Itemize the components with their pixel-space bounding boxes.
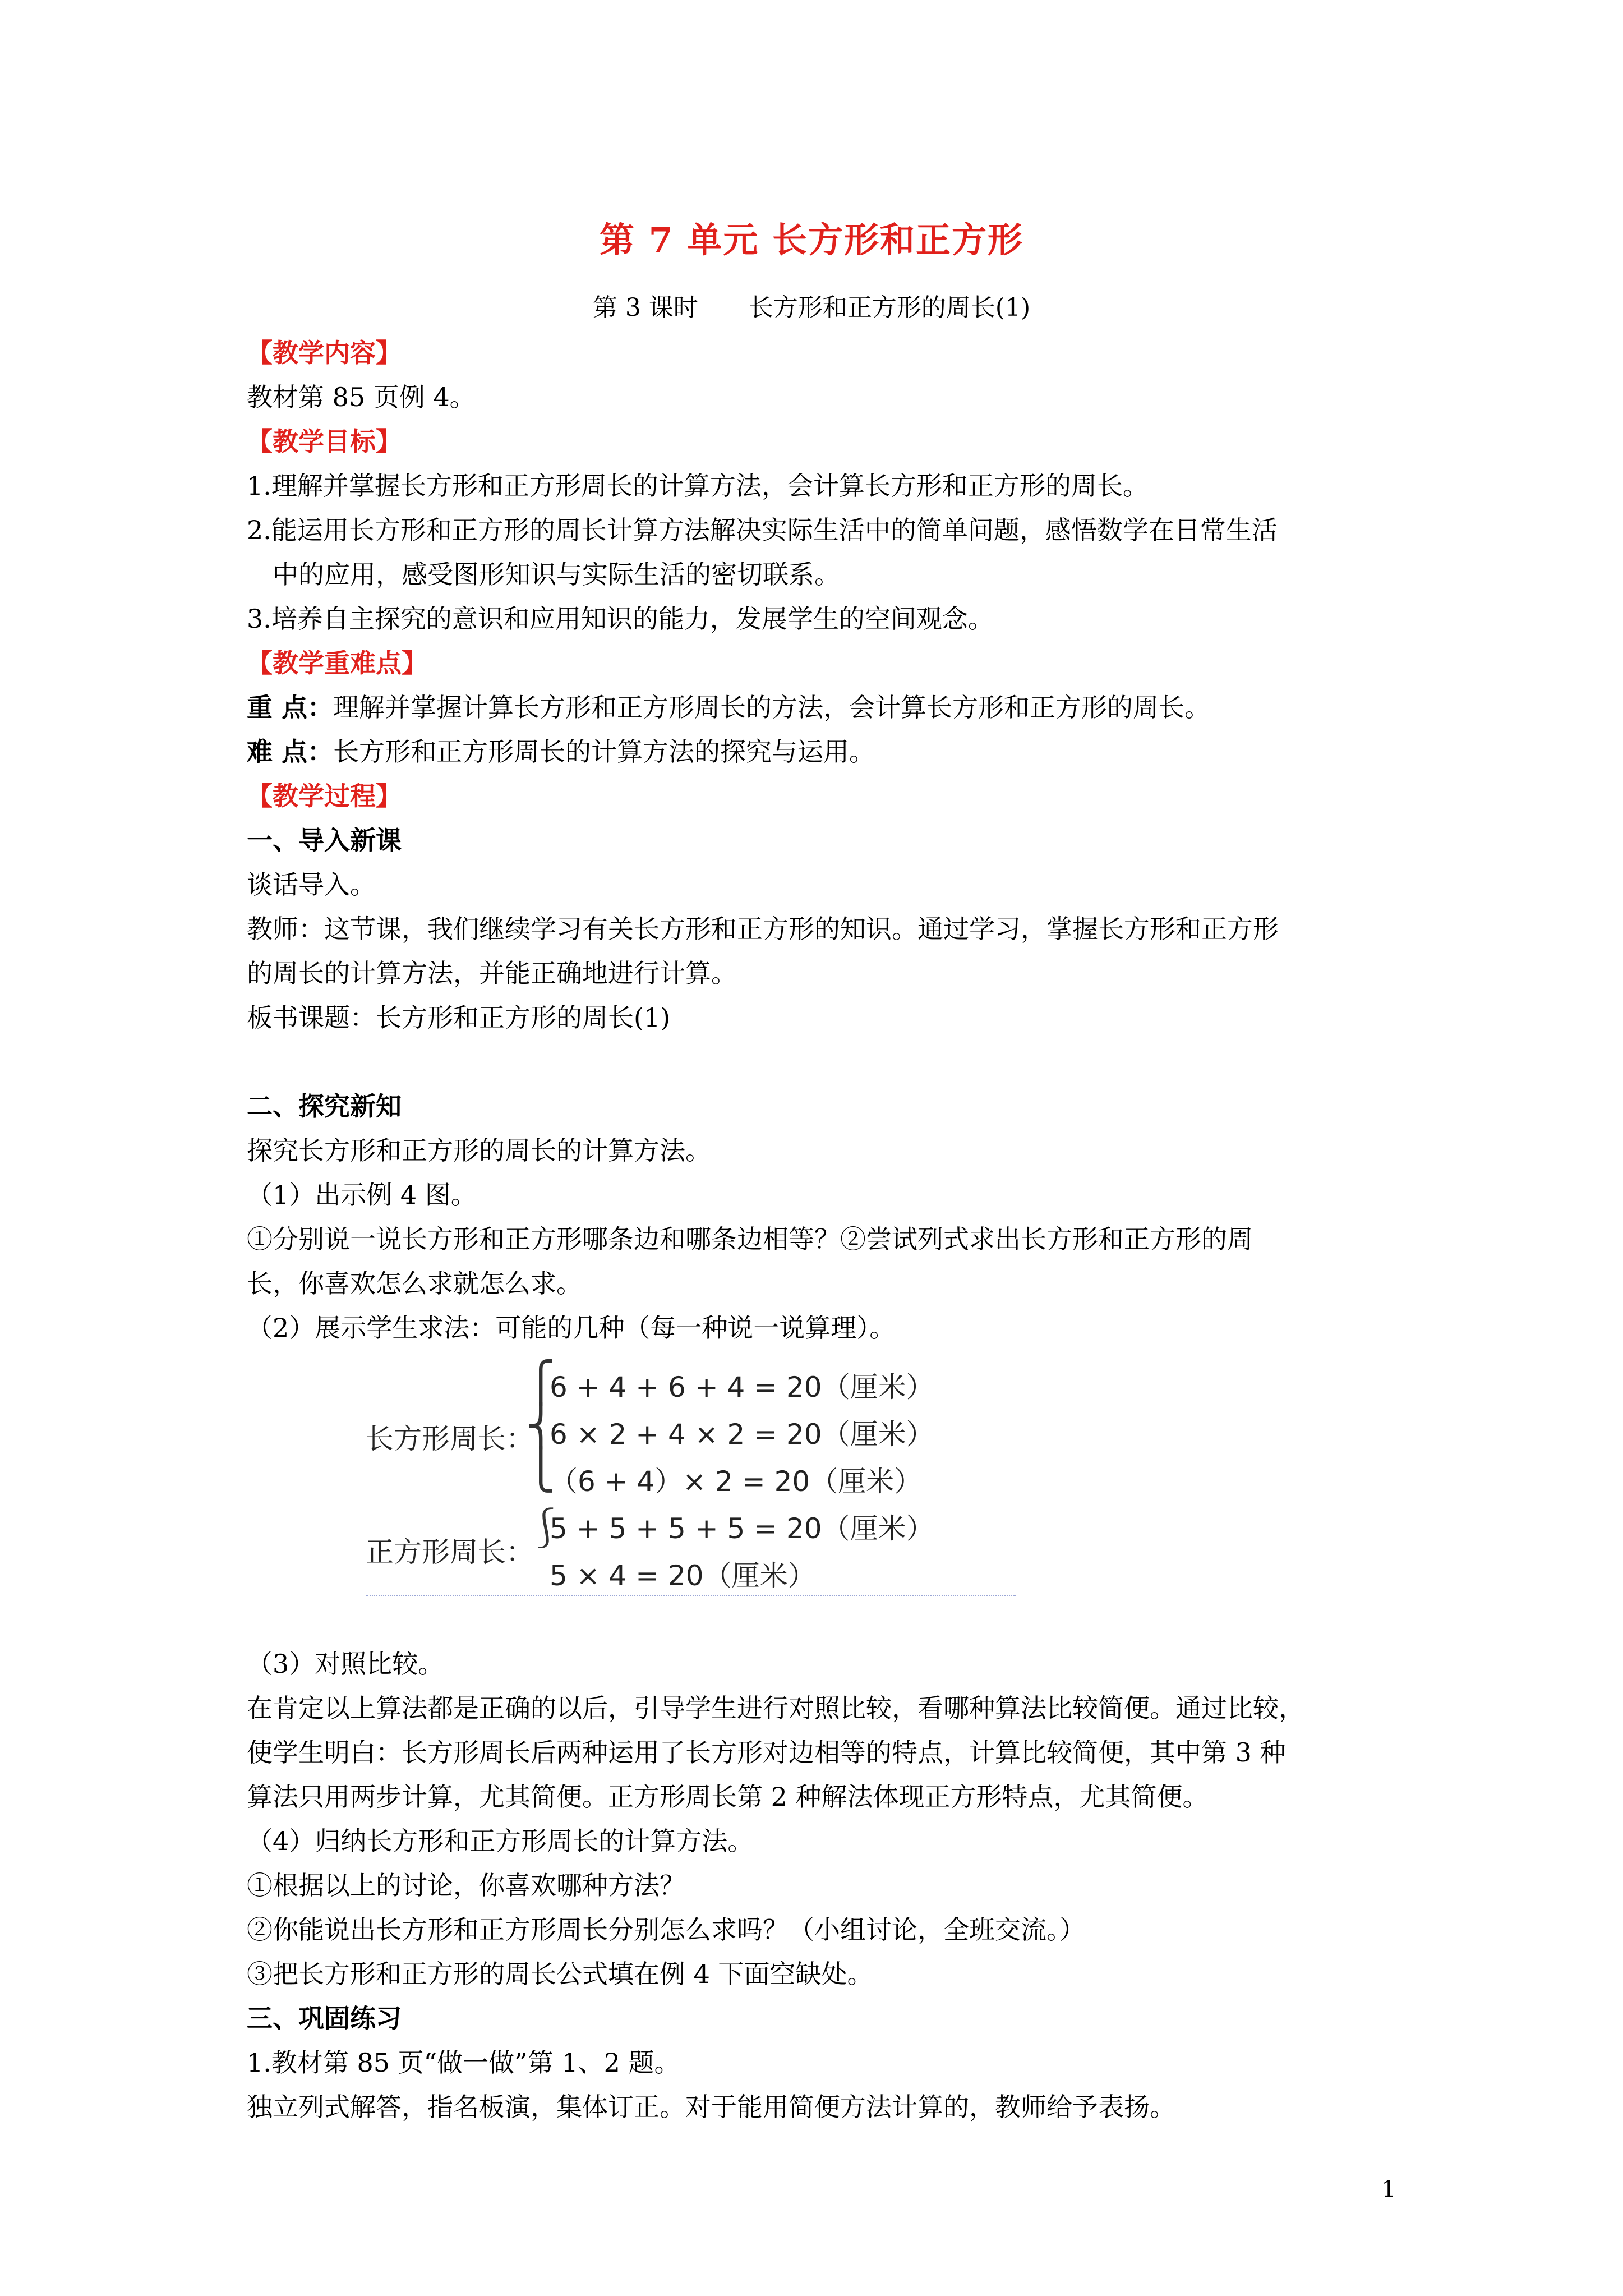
paragraph: ①根据以上的讨论，你喜欢哪种方法？ — [247, 1870, 685, 1901]
part-heading-explore: 二、探究新知 — [247, 1091, 402, 1121]
section-heading-content: 【教学内容】 — [247, 338, 402, 368]
part-heading-practice: 三、巩固练习 — [247, 2003, 402, 2033]
square-formula: 5 + 5 + 5 + 5 = 20（厘米） — [550, 1512, 934, 1545]
difficult-point-text: 长方形和正方形周长的计算方法的探究与运用。 — [333, 737, 875, 767]
part-heading-intro: 一、导入新课 — [247, 825, 402, 855]
perimeter-formulas-figure — [247, 1350, 1391, 1642]
paragraph: 的周长的计算方法，并能正确地进行计算。 — [247, 958, 737, 988]
lesson-subtitle — [0, 287, 1623, 323]
paragraph: ①分别说一说长方形和正方形哪条边和哪条边相等？②尝试列式求出长方形和正方形的周 — [247, 1224, 1253, 1254]
paragraph: 在肯定以上算法都是正确的以后，引导学生进行对照比较，看哪种算法比较简便。通过比较， — [247, 1693, 1304, 1723]
brace-icon: ⎧ ⎨ ⎩ — [526, 1359, 556, 1493]
paragraph: 教材第 85 页例 4。 — [247, 382, 476, 412]
document-title: 第 7 单元 长方形和正方形 — [600, 219, 1023, 260]
key-point-text: 理解并掌握计算长方形和正方形周长的方法，会计算长方形和正方形的周长。 — [333, 692, 1211, 723]
paragraph: （1）出示例 4 图。 — [247, 1180, 477, 1210]
section-heading-goals: 【教学目标】 — [247, 426, 402, 457]
document-body — [247, 331, 1391, 2129]
paragraph: ③把长方形和正方形的周长公式填在例 4 下面空缺处。 — [247, 1959, 873, 1989]
paragraph: 板书课题：长方形和正方形的周长(1) — [247, 1002, 671, 1033]
difficult-point-label: 难 点： — [247, 737, 334, 767]
paragraph: （3）对照比较。 — [247, 1649, 444, 1679]
key-point-label: 重 点： — [247, 692, 334, 723]
paragraph: 谈话导入。 — [247, 869, 376, 900]
square-formula: 5 × 4 = 20（厘米） — [550, 1559, 816, 1592]
goal-item: 3.培养自主探究的意识和应用知识的能力，发展学生的空间观念。 — [247, 604, 994, 634]
paragraph: （4）归纳长方形和正方形周长的计算方法。 — [247, 1826, 754, 1856]
difficult-point — [247, 730, 1391, 774]
paragraph: 算法只用两步计算，尤其简便。正方形周长第 2 种解法体现正方形特点，尤其简便。 — [247, 1782, 1209, 1812]
key-point — [247, 685, 1391, 730]
paragraph: 1.教材第 85 页“做一做”第 1、2 题。 — [247, 2047, 680, 2078]
paragraph: 长，你喜欢怎么求就怎么求。 — [247, 1268, 582, 1299]
goal-item: 2.能运用长方形和正方形的周长计算方法解决实际生活中的简单问题，感悟数学在日常生活 — [247, 515, 1278, 545]
brace-icon: ⎰ — [526, 1505, 565, 1551]
goal-item: 1.理解并掌握长方形和正方形周长的计算方法，会计算长方形和正方形的周长。 — [247, 471, 1149, 501]
goal-item-continued: 中的应用，感受图形知识与实际生活的密切联系。 — [273, 559, 840, 590]
section-heading-process: 【教学过程】 — [247, 781, 402, 811]
square-perimeter-label: 正方形周长： — [366, 1536, 534, 1568]
paragraph: 探究长方形和正方形的周长的计算方法。 — [247, 1135, 711, 1166]
dotted-underline — [366, 1595, 1016, 1596]
page-number: 1 — [1381, 2177, 1396, 2202]
rectangle-formula: 6 + 4 + 6 + 4 = 20（厘米） — [550, 1371, 934, 1404]
rectangle-formula: 6 × 2 + 4 × 2 = 20（厘米） — [550, 1418, 934, 1451]
rectangle-perimeter-label: 长方形周长： — [366, 1423, 534, 1455]
paragraph: 教师：这节课，我们继续学习有关长方形和正方形的知识。通过学习，掌握长方形和正方形 — [247, 914, 1279, 944]
section-heading-key-points: 【教学重难点】 — [247, 648, 427, 678]
paragraph: 独立列式解答，指名板演，集体订正。对于能用简便方法计算的，教师给予表扬。 — [247, 2092, 1175, 2122]
paragraph: 使学生明白：长方形周长后两种运用了长方形对边相等的特点，计算比较简便，其中第 3 种 — [247, 1737, 1286, 1768]
paragraph: ②你能说出长方形和正方形周长分别怎么求吗？（小组讨论，全班交流。） — [247, 1915, 1085, 1945]
lesson-number: 第 3 课时 — [592, 293, 698, 322]
paragraph: （2）展示学生求法：可能的几种（每一种说一说算理）。 — [247, 1313, 896, 1343]
lesson-topic: 长方形和正方形的周长(1) — [748, 293, 1031, 322]
rectangle-formula: （6 + 4）× 2 = 20（厘米） — [550, 1465, 923, 1498]
